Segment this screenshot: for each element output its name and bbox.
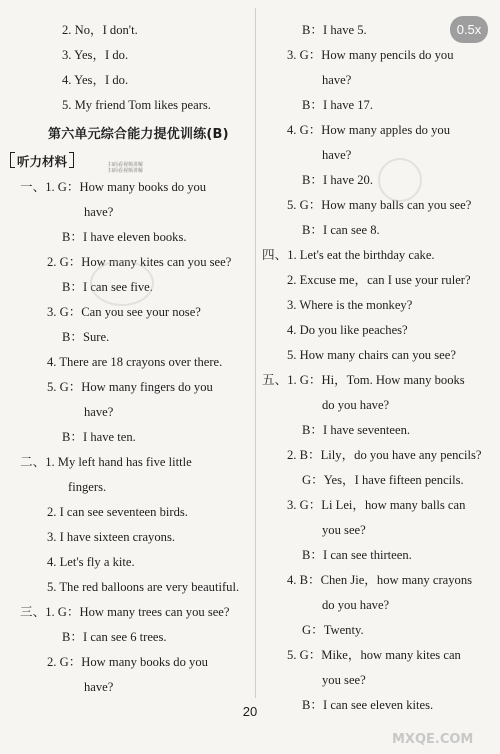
right-text-line: do you have? xyxy=(322,598,390,612)
page-number: 20 xyxy=(242,704,258,719)
left-text-line: B：I have eleven books. xyxy=(62,230,187,244)
right-text-line: 4. Do you like peaches? xyxy=(287,323,408,337)
left-text-line: B：I can see 6 trees. xyxy=(62,630,167,644)
left-text-line: 2. No，I don't. xyxy=(62,23,138,37)
right-text-line: have? xyxy=(322,73,352,87)
qr-note-line-1: 扫码看视频讲解 xyxy=(108,162,144,168)
left-text-line: 4. There are 18 crayons over there. xyxy=(47,355,223,369)
right-text-line: B：I have 5. xyxy=(302,23,367,37)
left-text-line: 5. My friend Tom likes pears. xyxy=(62,98,211,112)
right-text-line: 5. G：Mike，how many kites can xyxy=(287,648,461,662)
qr-note-line-2: 扫码看视频讲解 xyxy=(108,168,144,174)
left-text-line: 5. G：How many fingers do you xyxy=(47,380,213,394)
left-text-line: 2. G：How many books do you xyxy=(47,655,208,669)
left-text-line: 一、1. G：How many books do you xyxy=(20,180,207,194)
right-text-line: you see? xyxy=(322,523,366,537)
left-text-line: 二、1. My left hand has five little xyxy=(20,455,192,469)
left-bracket xyxy=(10,152,15,168)
listening-material-label xyxy=(10,152,74,170)
right-text-line: 3. G：Li Lei，how many balls can xyxy=(287,498,466,512)
left-text-line: 4. Yes，I do. xyxy=(62,73,129,87)
right-text-line: 2. B：Lily，do you have any pencils? xyxy=(287,448,482,462)
right-text-line: you see? xyxy=(322,673,366,687)
left-text-line: have? xyxy=(84,205,114,219)
left-text-line: 4. Let's fly a kite. xyxy=(47,555,135,569)
site-watermark-text: MXQE.COM xyxy=(392,732,474,747)
left-text-line: 三、1. G：How many trees can you see? xyxy=(20,605,230,619)
right-text-line: 3. G：How many pencils do you xyxy=(287,48,454,62)
left-text-line: B：I have ten. xyxy=(62,430,136,444)
right-text-line: 四、1. Let's eat the birthday cake. xyxy=(262,248,435,262)
left-text-line: 3. G：Can you see your nose? xyxy=(47,305,201,319)
right-text-line: B：I have 17. xyxy=(302,98,373,112)
right-text-line: 5. How many chairs can you see? xyxy=(287,348,456,362)
left-text-line: B：Sure. xyxy=(62,330,110,344)
right-text-line: 4. B：Chen Jie，how many crayons xyxy=(287,573,473,587)
right-text-line: G：Yes，I have fifteen pencils. xyxy=(302,473,464,487)
left-text-line: 3. Yes，I do. xyxy=(62,48,129,62)
right-text-line: B：I have 20. xyxy=(302,173,373,187)
right-text-line: B：I have seventeen. xyxy=(302,423,411,437)
zoom-badge[interactable]: 0.5x xyxy=(450,16,488,43)
left-text-line: 5. The red balloons are very beautiful. xyxy=(47,580,240,594)
left-text-line: 2. I can see seventeen birds. xyxy=(47,505,188,519)
listening-material-text: 听力材料 xyxy=(17,154,68,169)
left-text-line: 2. G：How many kites can you see? xyxy=(47,255,232,269)
right-text-line: have? xyxy=(322,148,352,162)
right-text-line: 5. G：How many balls can you see? xyxy=(287,198,472,212)
right-text-line: B：I can see 8. xyxy=(302,223,380,237)
watermark-circle-icon xyxy=(90,260,154,306)
watermark-circle-icon xyxy=(378,158,422,202)
right-text-line: G：Twenty. xyxy=(302,623,364,637)
right-text-line: 五、1. G：Hi，Tom. How many books xyxy=(262,373,465,387)
right-bracket xyxy=(69,152,74,168)
site-watermark-logo xyxy=(388,716,496,750)
left-text-line: have? xyxy=(84,680,114,694)
right-text-line: 4. G：How many apples do you xyxy=(287,123,450,137)
right-text-line: B：I can see thirteen. xyxy=(302,548,412,562)
left-text-line: B：I can see five. xyxy=(62,280,153,294)
left-text-line: fingers. xyxy=(68,480,107,494)
section-title: 第六单元综合能力提优训练(B) xyxy=(48,127,229,142)
left-text-line: have? xyxy=(84,405,114,419)
left-text-line: 3. I have sixteen crayons. xyxy=(47,530,175,544)
right-text-line: B：I can see eleven kites. xyxy=(302,698,434,712)
right-text-line: 2. Excuse me，can I use your ruler? xyxy=(287,273,471,287)
right-text-line: do you have? xyxy=(322,398,390,412)
right-text-line: 3. Where is the monkey? xyxy=(287,298,413,312)
column-divider xyxy=(255,8,256,698)
qr-note xyxy=(108,162,143,174)
